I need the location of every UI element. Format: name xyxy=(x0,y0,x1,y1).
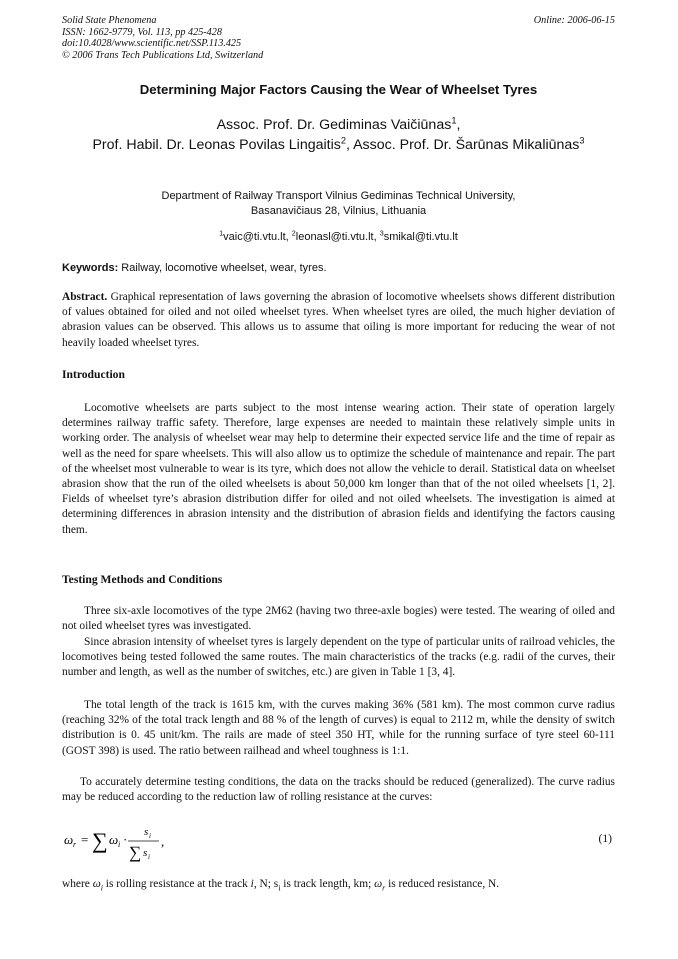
issn-line: ISSN: 1662-9779, Vol. 113, pp 425-428 xyxy=(62,26,222,38)
testing-paragraph-3: The total length of the track is 1615 km, with the curves making 36% (581 km). The most common curve radius (reaching 32% of the total track length and 88 % of the length of curves) is equal to 2112 m, while the density of switch distribution is 0. 45 unit/km. The rails are made of steel 350 HT, while for the running surface of tyre steel 60-111 (GOST 398) is used. The ratio between railhead and wheel toughness is 1:1. xyxy=(62,699,615,757)
author-2-sup: 2 xyxy=(340,134,346,145)
svg-text:i: i xyxy=(149,832,151,840)
journal-name: Solid State Phenomena xyxy=(62,15,157,26)
email-list: $^1$vaic@ti.vtu.lt, $^2$leonasl@ti.vtu.lt, $^3$smikal@ti.vtu.lt xyxy=(219,229,458,243)
email-2[interactable]: leonasl@ti.vtu.lt, xyxy=(295,231,377,243)
svg-text:s: s xyxy=(143,847,148,859)
email-1[interactable]: vaic@ti.vtu.lt, xyxy=(223,231,289,243)
author-3-sup: 3 xyxy=(579,134,585,145)
where-clause: where $\omega_i$ is rolling resistance at the track i, N; $s_i$ is track length, km; $\omega_r$ is reduced resistance, N. xyxy=(62,878,500,893)
doi-line: doi:10.4028/www.scientific.net/SSP.113.425 xyxy=(62,38,242,50)
testing-heading: Testing Methods and Conditions xyxy=(62,573,223,586)
affiliation: Department of Railway Transport Vilnius Gediminas Technical University, Basanavičiaus 28, Vilnius, Lithuania xyxy=(161,190,516,217)
introduction-paragraph: Locomotive wheelsets are parts subject to the most intense wearing action. Their state of operation largely determines railway traffic safety. Therefore, large expenses are needed to maintain these relatively simple units in working order. The analysis of wheelset wear may help to determine their expected service life and the time of repair as well as the need for spare wheelsets. This will also allow us to optimize the schedule of maintenance and repair. The part of the wheelset most vulnerable to wear is its tyre, which does not allow the vehicle to derail. Statistical data on wheelset abrasion show that the run of the oiled wheelsets is about 50,000 km longer than that of the not oiled wheelsets [1, 2]. Fields of wheelset tyre’s abrasion distribution differ for oiled and not oiled wheelsets. The investigation is aimed at determining differences in abrasion intensity and the distribution of abrasion fields and identifying the factors causing them. xyxy=(62,402,615,536)
svg-text:i: i xyxy=(118,840,121,849)
svg-text:∑: ∑ xyxy=(92,828,108,853)
author-list: Assoc. Prof. Dr. Gediminas Vaičiūnas$^1$, Prof. Habil. Dr. Leonas Povilas Lingaitis$^2$, Assoc. Prof. Dr. Šarūnas Mikaliūnas$^3$ xyxy=(92,115,585,153)
testing-paragraph-1: Three six-axle locomotives of the type 2M62 (having two three-axle bogies) were tested. The wearing of oiled and not oiled wheelset tyres was investigated. xyxy=(62,605,615,633)
svg-text:i: i xyxy=(148,853,150,861)
equation-number: (1) xyxy=(598,832,612,845)
svg-text:ω: ω xyxy=(109,832,119,847)
journal-header xyxy=(62,15,263,61)
author-2: Prof. Habil. Dr. Leonas Povilas Lingaitis xyxy=(92,136,341,153)
svg-text:·: · xyxy=(123,832,128,847)
equation-1 xyxy=(62,824,615,864)
introduction-heading: Introduction xyxy=(62,368,125,381)
abstract xyxy=(62,290,615,351)
svg-text:=: = xyxy=(81,832,89,847)
author-3: Assoc. Prof. Dr. Šarūnas Mikaliūnas xyxy=(353,136,580,153)
copyright-line: © 2006 Trans Tech Publications Ltd, Switzerland xyxy=(62,49,264,61)
testing-paragraph-2: Since abrasion intensity of wheelset tyres is largely dependent on the type of particular units of railroad vehicles, the locomotives being tested followed the same routes. The main characteristics of the tracks (e.g. radii of the curves, their number and length, as well as the number of switches, etc.) are given in Table 1 [3, 4]. xyxy=(62,636,615,679)
abstract-label: Abstract. xyxy=(62,291,108,303)
svg-text:,: , xyxy=(161,834,165,849)
email-3[interactable]: smikal@ti.vtu.lt xyxy=(383,231,458,243)
svg-text:ω: ω xyxy=(64,832,74,847)
svg-text:s: s xyxy=(144,826,149,838)
author-1-sup: 1 xyxy=(451,115,457,126)
keywords xyxy=(62,262,615,274)
author-1: Assoc. Prof. Dr. Gediminas Vaičiūnas xyxy=(216,117,452,133)
svg-text:∑: ∑ xyxy=(129,843,142,862)
keywords-label: Keywords: xyxy=(62,262,119,274)
abstract-text: Graphical representation of laws governing the abrasion of locomotive wheelsets shows different distribution of values obtained for oiled and not oiled wheelset tyres. When wheelset tyres are oiled, the much higher deviation of abrasion values can be observed. This allows us to assume that oiling is more important for reducing the wear of not heavily loaded wheelset tyres. xyxy=(62,291,615,349)
paper-title: Determining Major Factors Causing the Wear of Wheelset Tyres xyxy=(139,82,538,97)
testing-paragraph-4: To accurately determine testing conditions, the data on the tracks should be reduced (generalized). The curve radius may be reduced according to the reduction law of rolling resistance at the curves: xyxy=(62,776,615,804)
keywords-text: Railway, locomotive wheelset, wear, tyres. xyxy=(118,262,327,274)
svg-text:r: r xyxy=(73,840,77,849)
equation-1-formula xyxy=(62,824,222,864)
online-date: Online: 2006-06-15 xyxy=(533,15,615,26)
